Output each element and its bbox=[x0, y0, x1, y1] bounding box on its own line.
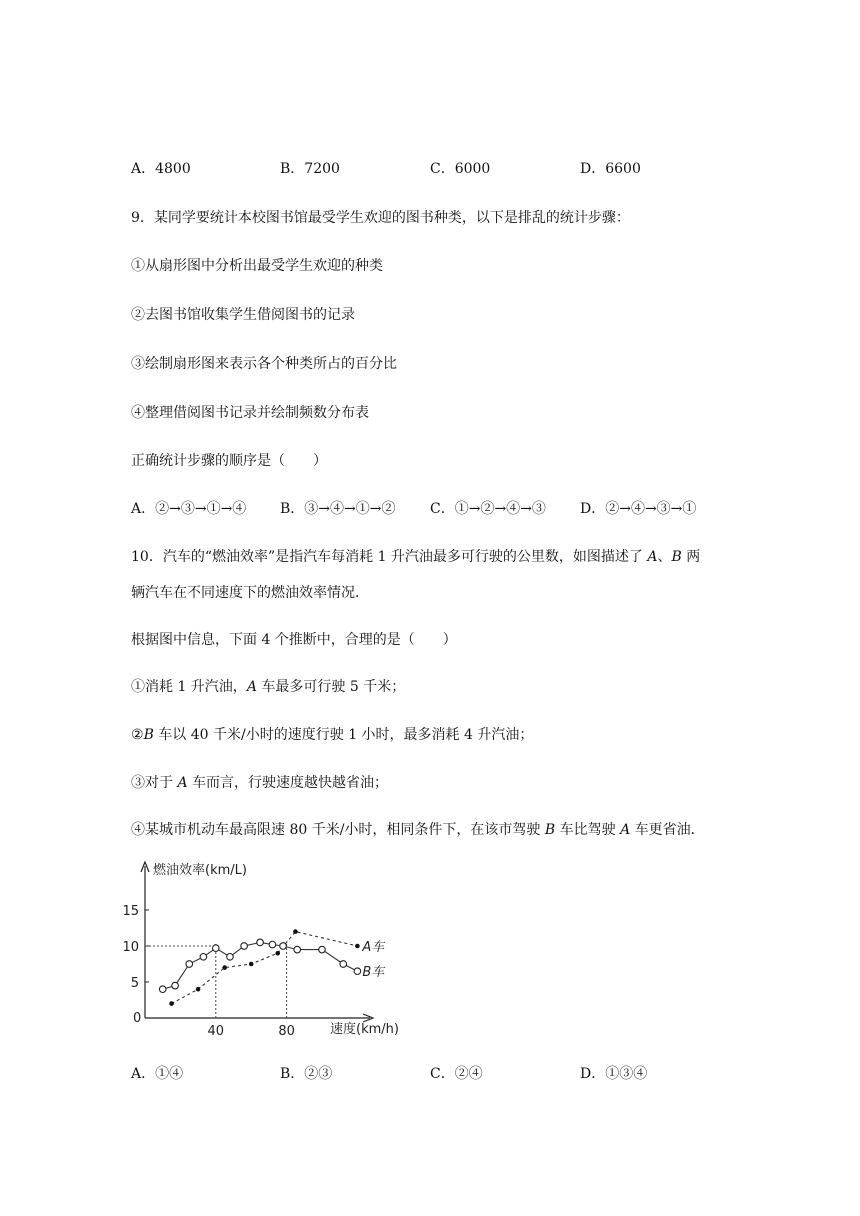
statement-text: ③对于 bbox=[131, 775, 178, 791]
q10-statement-4 bbox=[131, 820, 705, 840]
q10-statement-2 bbox=[131, 725, 533, 745]
statement-var: B bbox=[544, 822, 556, 838]
series-b-point bbox=[319, 946, 326, 953]
series-b-point bbox=[213, 945, 220, 952]
q10-option-d: D．①③④ bbox=[580, 1066, 648, 1082]
series-b-point bbox=[186, 961, 193, 968]
q9-step-1: ①从扇形图中分析出最受学生欢迎的种类 bbox=[131, 258, 383, 274]
origin-label: 0 bbox=[133, 1011, 142, 1026]
series-b-point bbox=[200, 954, 207, 961]
series-a-point bbox=[275, 951, 280, 956]
statement-text: ①消耗 1 升汽油， bbox=[131, 679, 247, 695]
q10-statement-3 bbox=[131, 773, 388, 793]
q10-var-b: B bbox=[671, 549, 682, 565]
y-tick-label: 5 bbox=[130, 976, 139, 991]
statement-var: A bbox=[246, 679, 257, 695]
series-b-point bbox=[257, 939, 264, 946]
series-a-line bbox=[172, 932, 358, 1004]
y-tick-label: 15 bbox=[122, 904, 139, 919]
series-b-point bbox=[159, 986, 166, 993]
q8-option-c: C．6000 bbox=[430, 161, 491, 177]
x-tick-label: 80 bbox=[278, 1024, 295, 1039]
series-a-point bbox=[169, 1001, 174, 1006]
q9-option-a: A．②→③→①→④ bbox=[131, 501, 247, 517]
statement-text: 车以 40 千米/小时的速度行驶 1 小时，最多消耗 4 升汽油； bbox=[153, 727, 534, 743]
statement-text: 车比驾驶 bbox=[555, 822, 621, 838]
statement-text: ④某城市机动车最高限速 80 千米/小时，相同条件下，在该市驾驶 bbox=[131, 822, 545, 838]
series-b-point bbox=[227, 954, 234, 961]
q8-option-a: A．4800 bbox=[131, 161, 191, 177]
q9-question: 正确统计步骤的顺序是（ ） bbox=[131, 453, 327, 469]
series-b-point bbox=[241, 943, 248, 950]
q9-option-b: B．③→④→①→② bbox=[280, 501, 396, 517]
q9-option-c: C．①→②→④→③ bbox=[430, 501, 546, 517]
q10-statement-1 bbox=[131, 677, 405, 697]
y-axis-label: 燃油效率(km/L) bbox=[153, 863, 247, 878]
statement-text: 车而言，行驶速度越快越省油； bbox=[187, 775, 389, 791]
q10-option-a: A．①④ bbox=[131, 1066, 184, 1082]
series-a-point bbox=[249, 962, 254, 967]
series-b-point bbox=[280, 943, 287, 950]
series-a-point bbox=[355, 944, 360, 949]
q9-option-d: D．②→④→③→① bbox=[580, 501, 697, 517]
statement-var: A bbox=[620, 822, 631, 838]
statement-text: 车最多可行驶 5 千米； bbox=[256, 679, 406, 695]
series-b-point bbox=[354, 968, 361, 975]
q10-stem-line-2: 辆汽车在不同速度下的燃油效率情况． bbox=[131, 585, 369, 601]
q9-step-2: ②去图书馆收集学生借阅图书的记录 bbox=[131, 307, 355, 323]
q9-step-3: ③绘制扇形图来表示各个种类所占的百分比 bbox=[131, 356, 397, 372]
q10-stem-line-1 bbox=[131, 547, 700, 567]
statement-var: B bbox=[143, 727, 154, 743]
fuel-efficiency-chart bbox=[122, 852, 425, 1042]
q10-var-a: A bbox=[647, 549, 658, 565]
series-a-point bbox=[222, 965, 227, 970]
q9-step-4: ④整理借阅图书记录并绘制频数分布表 bbox=[131, 405, 369, 421]
series-b-point bbox=[340, 961, 347, 968]
x-tick-label: 40 bbox=[207, 1024, 225, 1039]
statement-text: 车更省油． bbox=[630, 822, 705, 838]
q10-question: 根据图中信息，下面 4 个推断中，合理的是（ ） bbox=[131, 632, 457, 648]
series-b-point bbox=[172, 982, 179, 989]
series-a-point bbox=[196, 987, 201, 992]
series-b-point bbox=[269, 941, 276, 948]
series-a-point bbox=[293, 929, 298, 934]
q10-option-b: B．②③ bbox=[280, 1066, 333, 1082]
q10-separator: 、 bbox=[657, 549, 672, 565]
y-tick-label: 10 bbox=[122, 940, 139, 955]
series-b-point bbox=[294, 946, 301, 953]
x-axis-label: 速度(km/h) bbox=[330, 1022, 399, 1037]
q8-option-b: B．7200 bbox=[280, 161, 340, 177]
series-b-label: B车 bbox=[362, 965, 385, 981]
statement-var: A bbox=[177, 775, 188, 791]
q9-stem: 9．某同学要统计本校图书馆最受学生欢迎的图书种类，以下是排乱的统计步骤： bbox=[131, 210, 630, 226]
q10-stem-text-a: 10．汽车的“燃油效率”是指汽车每消耗 1 升汽油最多可行驶的公里数，如图描述了 bbox=[131, 549, 648, 565]
series-a-label: A车 bbox=[362, 940, 385, 955]
q8-option-d: D．6600 bbox=[580, 161, 641, 177]
statement-text: ② bbox=[131, 727, 144, 743]
q10-stem-text-b: 两 bbox=[681, 549, 701, 565]
q10-option-c: C．②④ bbox=[430, 1066, 483, 1082]
